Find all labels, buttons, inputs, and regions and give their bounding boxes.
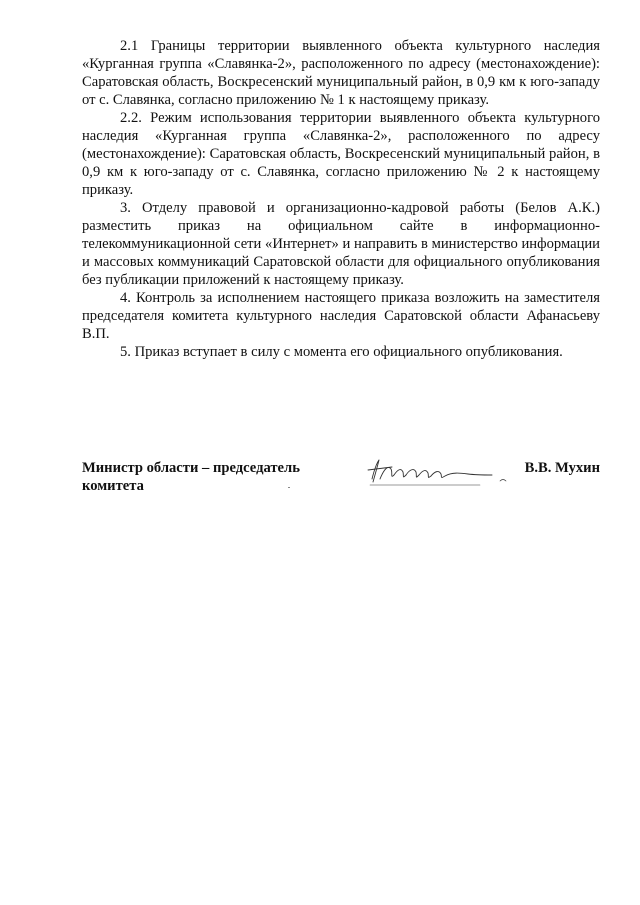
paragraph-2-1: 2.1 Границы территории выявленного объекта культурного наследия «Курганная группа «Славянка-2», расположенного по адресу (местонахождение): Саратовская область, Воскресенский муниципальный район, в 0,9 км к юго-западу от с. Славянка, согласно приложению № 1 к настоящему приказу.	[82, 38, 600, 108]
signature-block	[82, 459, 600, 499]
scan-speck	[288, 487, 290, 488]
document-body	[82, 37, 600, 361]
paragraph-5: 5. Приказ вступает в силу с момента его официального опубликования.	[120, 344, 563, 360]
signatory-name: В.В. Мухин	[524, 460, 600, 476]
paragraph-4: 4. Контроль за исполнением настоящего приказа возложить на заместителя председателя комитета культурного наследия Саратовской области Афанасьеву В.П.	[82, 290, 600, 342]
paragraph-2-2: 2.2. Режим использования территории выявленного объекта культурного наследия «Курганная группа «Славянка-2», расположенного по адресу (местонахождение): Саратовская область, Воскресенский муниципальный район, в 0,9 км к юго-западу от с. Славянка, согласно приложению № 2 к настоящему приказу.	[82, 110, 600, 198]
paragraph-3: 3. Отделу правовой и организационно-кадровой работы (Белов А.К.) разместить приказ на официальном сайте в информационно-телекоммуникационной сети «Интернет» и направить в министерство информации и массовых коммуникаций Саратовской области для официального опубликования без публикации приложений к настоящему приказу.	[82, 200, 600, 288]
signatory-title: Министр области – председатель комитета	[82, 460, 300, 494]
handwritten-signature	[360, 455, 510, 489]
